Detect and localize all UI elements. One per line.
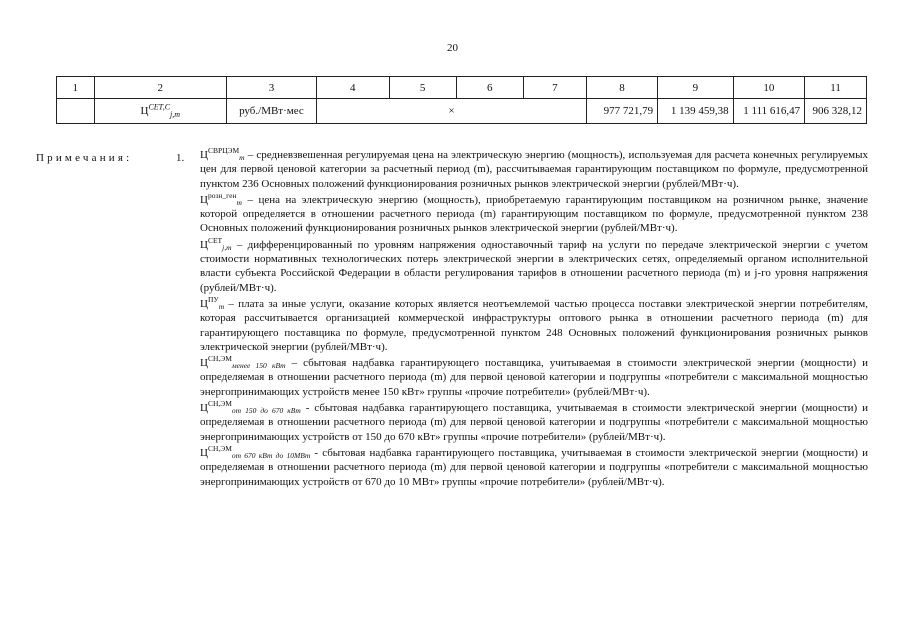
- table-header-cell: 6: [456, 77, 523, 99]
- tariff-symbol-cell: [94, 99, 226, 124]
- value-cell: 906 328,12: [805, 99, 867, 124]
- value-cell: 977 721,79: [586, 99, 657, 124]
- table-header-cell: 9: [658, 77, 733, 99]
- value-cell: 1 111 616,47: [733, 99, 805, 124]
- table-header-cell: 2: [94, 77, 226, 99]
- unit-cell: руб./МВт·мес: [226, 99, 316, 124]
- note-item: $Ц^{розн\_ген}_m$ – цена на электрическую энергию (мощность), приобретаемую гарантирующим поставщиком на розничном рынке, значение которой определяется в отношении расчетного периода (m) гарантирующим поставщиком по формуле, предусмотренной пунктом 238 Основных положений функционирования розничных рынков электрической энергии (рублей/МВт·ч).: [200, 190, 868, 235]
- notes-section: [200, 148, 868, 491]
- table-cell: [57, 99, 95, 124]
- table-header-cell: 5: [389, 77, 456, 99]
- note-term: $Ц^{СН,ЭМ}_{менее 150 кВт}$: [200, 354, 286, 371]
- note-item: $Ц^{СН,ЭМ}_{менее 150 кВт}$ – сбытовая надбавка гарантирующего поставщика, учитываемая в стоимости электрической энергии (мощности) и определяемая в отношении расчетного периода (m) для первой ценовой категории и подгруппы «потребители с максимальной мощностью энергопринимающих устройств менее 150 кВт» группы «прочие потребители» (рублей/МВт·ч).: [200, 354, 868, 398]
- note-term: $Ц^{СН,ЭМ}_{от 670 кВт до 10МВт}$: [200, 443, 311, 460]
- table-header-cell: 4: [316, 77, 389, 99]
- tariff-symbol: $Ц^{СЕТ,С}_{j,m}$: [140, 102, 181, 120]
- note-item: $Ц^{ПУ}_m$ – плата за иные услуги, оказание которых является неотъемлемой частью процесса поставки электрической энергии потребителям, которая рассчитывается организацией коммерческой инфраструктуры оптового рынка в отношении расчетного периода (m) для гарантирующего поставщика по формуле, предусмотренной пунктом 248 Основных положений функционирования розничных рынков электрической энергии (рублей/МВт·ч).: [200, 294, 868, 353]
- page-number: 20: [447, 42, 458, 54]
- table-header-cell: 11: [805, 77, 867, 99]
- note-item: $Ц^{СН,ЭМ}_{от 150 до 670 кВт}$ - сбытовая надбавка гарантирующего поставщика, учитываемая в стоимости электрической энергии (мощности) и определяемая в отношении расчетного периода (m) для первой ценовой категории и подгруппы «потребители с максимальной мощностью энергопринимающих устройств от 150 до 670 кВт» группы «прочие потребители» (рублей/МВт·ч).: [200, 399, 868, 443]
- note-item: $Ц^{СЕТ}_{j,m}$ – дифференцированный по уровням напряжения одноставочный тариф на услуги по передаче электрической энергии с учетом стоимости нормативных технологических потерь электрической энергии в электрических сетях, определяемый органом исполнительной власти субъекта Российской Федерации в области регулирования тарифов в отношении расчетного периода (m) и j-го уровня напряжения (рублей/МВт·ч).: [200, 235, 868, 294]
- note-item: $Ц^{СН,ЭМ}_{от 670 кВт до 10МВт}$ - сбытовая надбавка гарантирующего поставщика, учитываемая в стоимости электрической энергии (мощности) и определяемая в отношении расчетного периода (m) для первой ценовой категории и подгруппы «потребители с максимальной мощностью энергопринимающих устройств от 670 до 10 МВт» группы «прочие потребители» (рублей/МВт·ч).: [200, 443, 868, 488]
- table-header-cell: 7: [523, 77, 586, 99]
- table-header-cell: 1: [57, 77, 95, 99]
- table-row: [57, 99, 867, 124]
- notes-number: 1.: [176, 152, 185, 164]
- notes-label: Примечания:: [36, 152, 133, 164]
- note-item: $Ц^{СВРЦЭМ}_m$ – средневзвешенная регулируемая цена на электрическую энергию (мощность), используемая для расчета конечных регулируемых цен для первой ценовой категории за расчетный период (m), рассчитываемая гарантирующим поставщиком по формуле, предусмотренной пунктом 236 Основных положений функционирования розничных рынков электрической энергии (рублей/МВт·ч).: [200, 146, 868, 190]
- note-term: $Ц^{розн\_ген}_m$: [200, 190, 242, 207]
- note-term: $Ц^{СВРЦЭМ}_m$: [200, 146, 245, 162]
- note-term: $Ц^{СЕТ}_{j,m}$: [200, 235, 232, 252]
- merged-cell: ×: [316, 99, 586, 124]
- table-header-cell: 10: [733, 77, 805, 99]
- table-header-cell: 3: [226, 77, 316, 99]
- tariff-table: [56, 76, 867, 124]
- note-term: $Ц^{СН,ЭМ}_{от 150 до 670 кВт}$: [200, 399, 301, 416]
- note-term: $Ц^{ПУ}_m$: [200, 294, 225, 311]
- value-cell: 1 139 459,38: [658, 99, 733, 124]
- table-header-cell: 8: [586, 77, 657, 99]
- table-header-row: [57, 77, 867, 99]
